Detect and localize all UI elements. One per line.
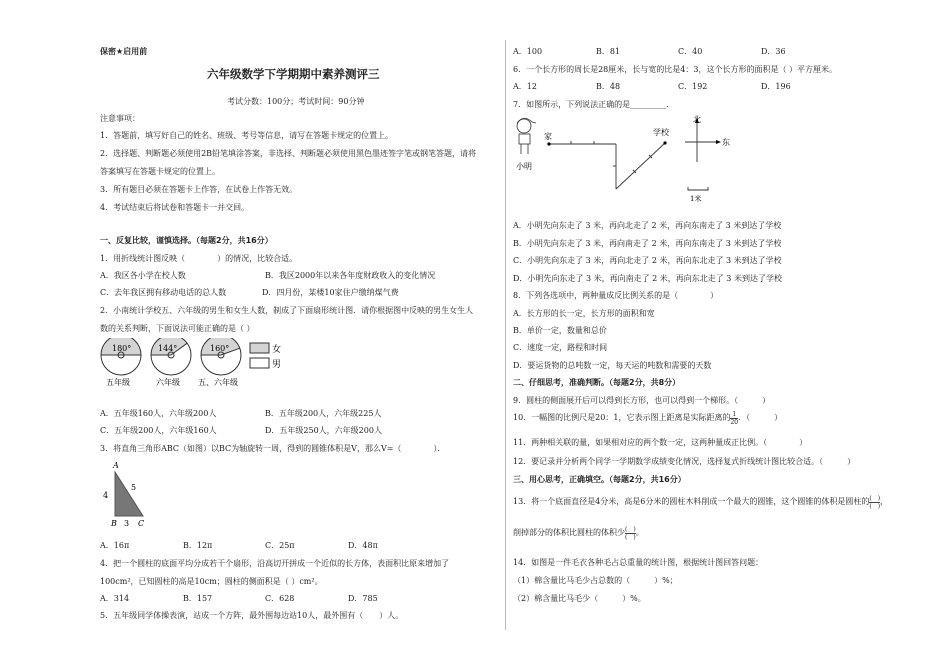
- blank: ( ): [625, 533, 636, 541]
- q3-option-d: D．48π: [348, 541, 378, 550]
- q1-option-b: B．我区2000年以来各年度财政收入的变化情况: [265, 271, 436, 280]
- pie-label: 六年级: [156, 378, 180, 387]
- q1-option-d: D．四月份，某楼10家住户缴纳煤气费: [262, 288, 399, 297]
- q4-option-c: C．628: [265, 594, 295, 603]
- q2-option-d: D．五年级250人，六年级200人: [265, 426, 382, 435]
- notice-item: 1．答题前，填写好自己的姓名、班级、考号等信息，请写在答题卡规定的位置上。: [100, 131, 394, 140]
- q2-stem: 2．小南统计学校五、六年级的男生和女生人数，制成了下面扇形统计图．请你根据图中反映的男生女生人: [100, 306, 474, 315]
- q11: 11．两种相关联的量，如果相对应的两个数一定，这两种量成正比例。（ ）: [513, 438, 808, 447]
- school-label: 学校: [653, 128, 669, 137]
- q5-option-a: A．100: [513, 47, 543, 56]
- q5-option-c: C．40: [678, 47, 703, 56]
- q2-stem-cont: 数的关系判断，下面说法可能正确的是（ ）: [100, 324, 255, 333]
- q13-cont: [513, 524, 644, 542]
- q6-option-c: C．192: [678, 82, 708, 91]
- q4-stem-cont: 100cm²，已知圆柱的高是10cm；圆柱的侧面积是（ ）cm²。: [100, 577, 323, 586]
- q1-option-c: C．去年我区拥有移动电话的总人数: [100, 288, 227, 297]
- blank-fraction: [625, 526, 636, 541]
- q3-option-a: A．16π: [100, 541, 130, 550]
- person-label: 小明: [516, 162, 532, 171]
- blank-fraction: [869, 495, 880, 510]
- exam-info: 考试分数：100分；考试时间：90分钟: [227, 97, 365, 106]
- blank: ( ): [625, 525, 636, 533]
- q13-text: 削掉部分的体积比圆柱的体积少: [513, 528, 625, 537]
- q4-option-a: A．314: [100, 594, 130, 603]
- q13: [513, 493, 888, 511]
- q6-option-d: D．196: [761, 82, 791, 91]
- pie-angle: 160°: [210, 344, 230, 353]
- q3-option-c: C．25π: [265, 541, 295, 550]
- punct: 。: [635, 528, 644, 537]
- q3-option-b: B．12π: [183, 541, 213, 550]
- notice-item: 4．考试结束后将试卷和答题卡一并交回。: [100, 203, 250, 212]
- q10-text: 10．一幅图的比例尺是20：1，它表示图上距离是实际距离的: [513, 413, 731, 422]
- q7-stem: 7．如图所示，下列说法正确的是_________．: [513, 100, 675, 109]
- q9: 9．圆柱的侧面展开后可以得到长方形，也可以得到一个梯形。（ ）: [513, 396, 771, 405]
- q12: 12．要记录并分析两个同学一学期数学成绩变化情况，选择复式折线统计图比较合适。（ ）: [513, 457, 856, 466]
- pie-grade6: [151, 338, 191, 387]
- vertex-a: A: [113, 461, 119, 470]
- q3-stem: 3．将直角三角形ABC（如图）以BC为轴旋转一周，得到的圆锥体积是V，那么V=（ ）．: [100, 444, 446, 453]
- punct: ，: [880, 497, 889, 506]
- boy-icon: [517, 118, 536, 154]
- section-1-heading: 一、反复比较，谨慎选择。（每题2分，共16分）: [100, 236, 273, 245]
- column-divider: [505, 40, 506, 630]
- home-label: 家: [544, 132, 552, 141]
- q6-stem: 6．一个长方形的周长是28厘米，长与宽的比是4：3，这个长方形的面积是（ ）平方厘米。: [513, 65, 837, 74]
- notice-item: 答案填写在答题卡规定的位置上。: [100, 167, 220, 176]
- pie-charts-figure: [98, 338, 298, 388]
- q6-option-a: A．12: [513, 82, 537, 91]
- q10: [513, 410, 782, 426]
- side-ac: 5: [131, 483, 137, 492]
- section-2-heading: 二、仔细思考，准确判断。（每题2分，共8分）: [513, 378, 681, 387]
- q7-option-d: D．小明先向东走了 3 米，再向南走了 2 米，再向东北走了 3 米到达了学校: [513, 274, 782, 283]
- pie-angle: 180°: [112, 344, 132, 353]
- q8-option-d: D．要运货物的总吨数一定，每天运的吨数和需要的天数: [513, 361, 712, 370]
- q7-option-c: C．小明先向东走了 3 米，再向北走了 2 米，再向东北走了 3 米到达了学校: [513, 256, 782, 265]
- q7-option-b: B．小明先向东走了 3 米，再向南走了 2 米，再向东南走了 3 米到达了学校: [513, 239, 782, 248]
- pie-legend: [250, 343, 281, 370]
- q8-stem: 8．下列各选项中，两种量成反比例关系的是（ ）: [513, 291, 719, 300]
- q8-option-b: B．单价一定，数量和总价: [513, 326, 607, 335]
- denominator: 20: [730, 418, 739, 426]
- route-map-figure: [510, 112, 750, 207]
- q8-option-a: A．长方形的长一定，长方形的面积和宽: [513, 309, 655, 318]
- q5-stem: 5．五年级同学体操表演，站成一个方阵，最外围每边站10人，最外围有（ ）人。: [100, 611, 404, 620]
- q6-option-b: B．48: [596, 82, 621, 91]
- notice-item: 2．选择题、判断题必须使用2B铅笔填涂答案，非选择、判断题必须使用黑色墨迹签字笔或钢笔答题，请将: [100, 149, 477, 158]
- q1-stem: 1．用折线统计图反映（ ）的情况，比较合适。: [100, 254, 298, 263]
- q4-stem: 4．把一个圆柱的底面平均分成若干个扇形，沿高切开拼成一个近似的长方体，表面积比原来增加了: [100, 559, 450, 568]
- notice-heading: 注意事项：: [100, 114, 140, 123]
- blank: ( ): [869, 494, 881, 502]
- q2-option-b: B．五年级200人，六年级225人: [265, 409, 382, 418]
- north-label: 北: [693, 115, 701, 124]
- triangle-figure: [100, 458, 160, 530]
- secret-label: 保密★启用前: [100, 47, 148, 56]
- q4-option-d: D．785: [348, 594, 378, 603]
- q2-option-a: A．五年级160人，六年级200人: [100, 409, 217, 418]
- pie-label: 五、六年级: [198, 378, 238, 387]
- pie-grade5-6: [198, 338, 241, 387]
- vertex-c: C: [138, 519, 145, 528]
- section-3-heading: 三、用心思考，正确填空。（每题2分，共16分）: [513, 475, 686, 484]
- side-ab: 4: [103, 491, 109, 500]
- q14-stem: 14．如图是一件毛衣各种毛占总重量的统计图，根据统计图回答问题：: [513, 558, 764, 567]
- vertex-b: B: [111, 519, 117, 528]
- fraction-1-20: [730, 411, 738, 426]
- pie-grade5: [101, 338, 141, 387]
- pie-label: 五年级: [106, 378, 130, 387]
- notice-item: 3．所有题目必须在答题卡上作答，在试卷上作答无效。: [100, 185, 298, 194]
- q1-option-a: A．我区各小学在校人数: [100, 271, 186, 280]
- q10-blank: ．（ ）: [738, 413, 783, 422]
- legend-male: 男: [272, 360, 282, 370]
- q4-option-b: B．157: [183, 594, 213, 603]
- blank: ( ): [869, 502, 881, 510]
- q13-text: 13．将一个底面直径是4分米，高是6分米的圆柱木料削成一个最大的圆锥，这个圆锥的体积是圆柱的: [513, 497, 870, 506]
- q14-part2: （2）棉含量比马毛少（ ）%。: [513, 594, 646, 603]
- east-label: 东: [722, 138, 730, 147]
- q5-option-b: B．81: [596, 47, 621, 56]
- page-title: 六年级数学下学期期中素养测评三: [207, 67, 380, 81]
- legend-female: 女: [272, 345, 282, 355]
- q2-option-c: C．五年级200人，六年级160人: [100, 426, 217, 435]
- side-bc: 3: [124, 519, 130, 528]
- pie-angle: 144°: [158, 344, 178, 353]
- scale-label: 1米: [690, 195, 702, 203]
- q5-option-d: D．36: [761, 47, 786, 56]
- q8-option-c: C．速度一定，路程和时间: [513, 343, 608, 352]
- q14-part1: （1）棉含量比马毛少占总数的（ ）%；: [513, 576, 678, 585]
- q7-option-a: A．小明先向东走了 3 米，再向北走了 2 米，再向东南走了 3 米到达了学校: [513, 221, 782, 230]
- numerator: 1: [732, 410, 737, 418]
